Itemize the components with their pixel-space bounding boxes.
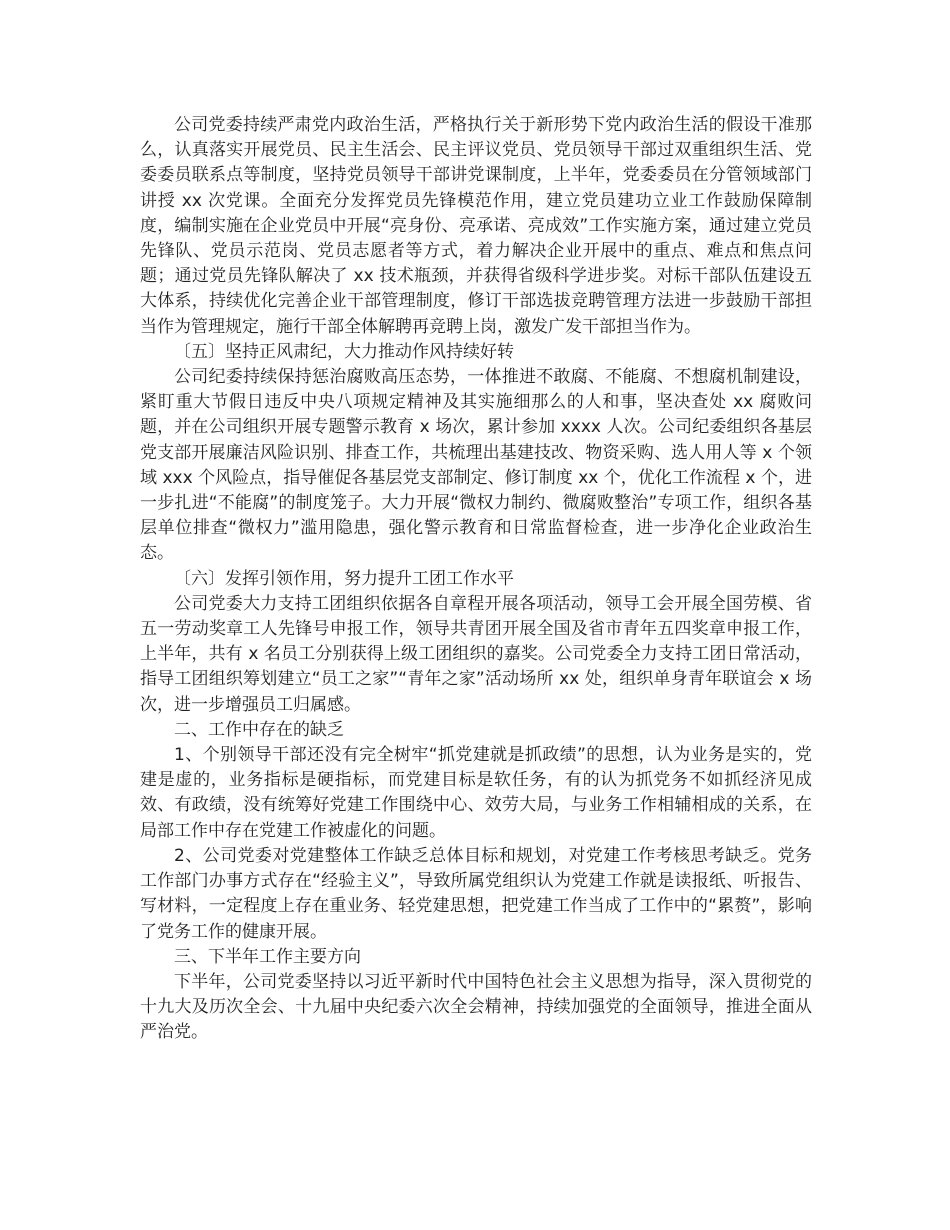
section-heading-5: 〔五〕坚持正风肃纪，大力推动作风持续好转	[174, 341, 514, 362]
document-page	[140, 113, 812, 1046]
section-heading-6: 〔六〕发挥引领作用，努力提升工团工作水平	[174, 568, 514, 589]
paragraph-union-youth: 公司党委大力支持工团组织依据各自章程开展各项活动，领导工会开展全国劳模、省五一劳动奖章工人先锋号申报工作，领导共青团开展全国及省市青年五四奖章申报工作，上半年，共有 x 名员工分别获得上级工团组织的嘉奖。公司党委全力支持工团日常活动，指导工团组织筹划建立“员工之家”“青年之家”活动场所 xx 处，组织单身青年联谊会 x 场次，进一步增强员工归属感。	[140, 593, 812, 715]
paragraph-party-life: 公司党委持续严肃党内政治生活，严格执行关于新形势下党内政治生活的假设干准那么，认真落实开展党员、民主生活会、民主评议党员、党员领导干部过双重组织生活、党委委员联系点等制度，坚持党员领导干部讲党课制度，上半年，党委委员在分管领域部门讲授 xx 次党课。全面充分发挥党员先锋模范作用，建立党员建功立业工作鼓励保障制度，编制实施在企业党员中开展“亮身份、亮承诺、亮成效”工作实施方案，通过建立党员先锋队、党员示范岗、党员志愿者等方式，着力解决企业开展中的重点、难点和焦点问题；通过党员先锋队解决了 xx 技术瓶颈，并获得省级科学进步奖。对标干部队伍建设五大体系，持续优化完善企业干部管理制度，修订干部选拔竞聘管理方法进一步鼓励干部担当作为管理规定，施行干部全体解聘再竞聘上岗，激发广发干部担当作为。	[140, 115, 812, 337]
section-heading-shortcomings: 二、工作中存在的缺乏	[174, 719, 344, 740]
section-heading-next-half: 三、下半年工作主要方向	[174, 946, 361, 967]
paragraph-shortcoming-1: 1、个别领导干部还没有完全树牢“抓党建就是抓政绩”的思想，认为业务是实的，党建是虚的，业务指标是硬指标，而党建目标是软任务，有的认为抓党务不如抓经济见成效、有政绩，没有统筹好党建工作围绕中心、效劳大局，与业务工作相辅相成的关系，在局部工作中存在党建工作被虚化的问题。	[140, 745, 812, 841]
paragraph-discipline: 公司纪委持续保持惩治腐败高压态势，一体推进不敢腐、不能腐、不想腐机制建设，紧盯重大节假日违反中央八项规定精神及其实施细那么的人和事，坚决查处 xx 腐败问题，并在公司组织开展专题警示教育 x 场次，累计参加 xxxx 人次。公司纪委组织各基层党支部开展廉洁风险识别、排查工作，共梳理出基建技改、物资采购、选人用人等 x 个领域 xxx 个风险点，指导催促各基层党支部制定、修订制度 xx 个，优化工作流程 x 个，进一步扎进“不能腐”的制度笼子。大力开展“微权力制约、微腐败整治”专项工作，组织各基层单位排查“微权力”滥用隐患，强化警示教育和日常监督检查，进一步净化企业政治生态。	[140, 367, 812, 564]
paragraph-shortcoming-2: 2、公司党委对党建整体工作缺乏总体目标和规划，对党建工作考核思考缺乏。党务工作部门办事方式存在“经验主义”，导致所属党组织认为党建工作就是读报纸、听报告、写材料，一定程度上存在重业务、轻党建思想，把党建工作当成了工作中的“累赘”，影响了党务工作的健康开展。	[140, 845, 812, 942]
paragraph-next-half: 下半年，公司党委坚持以习近平新时代中国特色社会主义思想为指导，深入贯彻党的十九大及历次全会、十九届中央纪委六次全会精神，持续加强党的全面领导，推进全面从严治党。	[140, 971, 812, 1043]
